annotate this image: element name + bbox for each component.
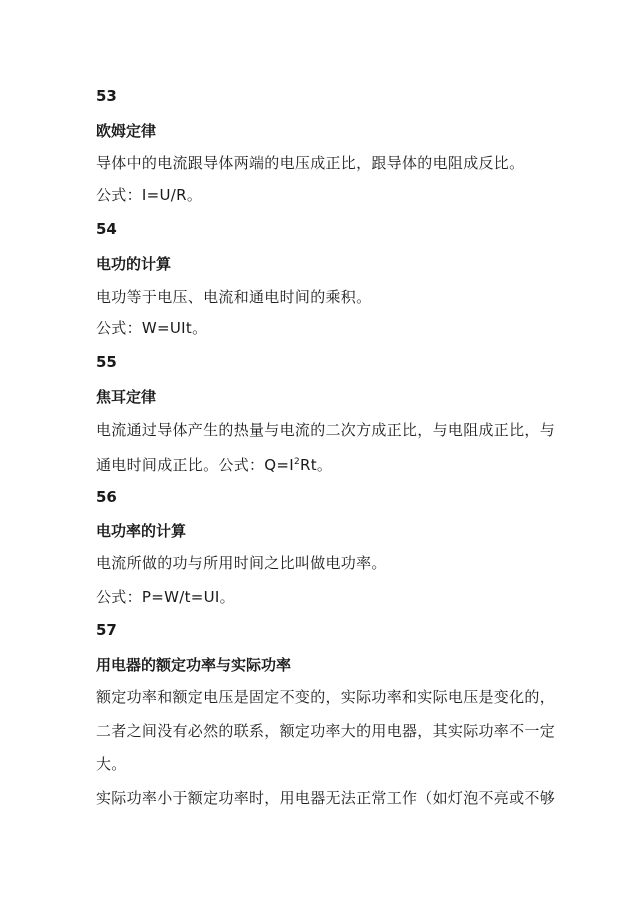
section-text: 导体中的电流跟导体两端的电压成正比，跟导体的电阻成反比。 [96,154,525,172]
section-text: 电功等于电压、电流和通电时间的乘积。 [96,288,372,306]
section-text: 电流所做的功与所用时间之比叫做电功率。 [96,554,387,572]
section-number: 54 [96,220,117,238]
section-text-line: 大。 [96,755,127,773]
formula-prefix: 通电时间成正比。公式：Q=I [96,456,294,474]
section-number: 53 [96,87,117,105]
section-number: 56 [96,488,117,506]
section-text-line: 额定功率和额定电压是固定不变的，实际功率和实际电压是变化的， [96,688,556,706]
section-text-line: 实际功率小于额定功率时，用电器无法正常工作（如灯泡不亮或不够 [96,789,556,807]
section-title: 焦耳定律 [96,388,157,406]
section-text-line: 二者之间没有必然的联系，额定功率大的用电器，其实际功率不一定 [96,722,556,740]
section-formula: 公式：W=UIt。 [96,319,208,337]
section-title: 用电器的额定功率与实际功率 [96,656,292,674]
section-text-line: 电流通过导体产生的热量与电流的二次方成正比，与电阻成正比，与 [96,421,556,439]
section-formula: 公式：I=U/R。 [96,186,203,204]
section-title: 欧姆定律 [96,122,157,140]
formula-superscript: 2 [294,457,301,467]
section-formula: 公式：P=W/t=UI。 [96,588,235,606]
section-title: 电功率的计算 [96,522,187,540]
section-number: 57 [96,621,117,639]
formula-suffix: Rt。 [300,456,333,474]
section-number: 55 [96,353,117,371]
section-text-line [96,455,332,475]
section-title: 电功的计算 [96,255,172,273]
